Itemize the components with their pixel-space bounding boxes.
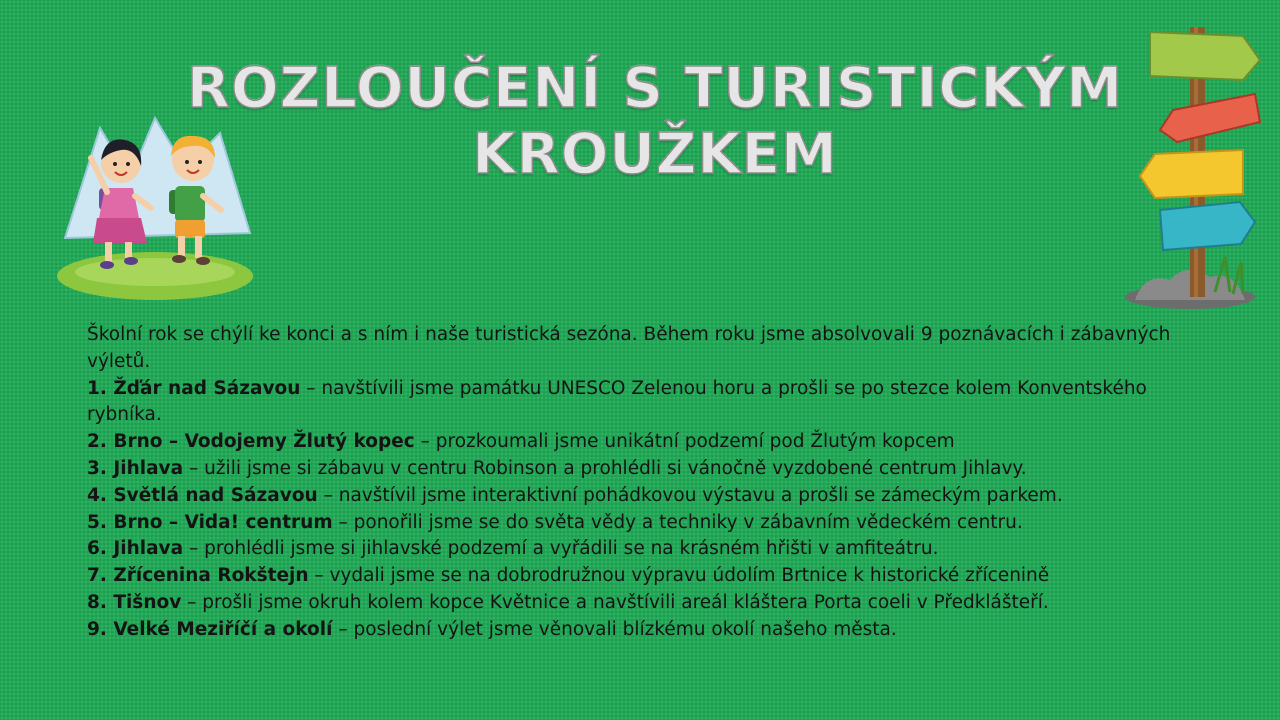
list-item bbox=[87, 483, 1187, 510]
list-item bbox=[87, 429, 1187, 456]
list-item bbox=[87, 536, 1187, 563]
list-item bbox=[87, 590, 1187, 617]
trip-description: – ponořili jsme se do světa vědy a techniky v zábavním vědeckém centru. bbox=[332, 511, 1023, 533]
trip-name: 2. Brno – Vodojemy Žlutý kopec bbox=[87, 431, 415, 453]
list-item bbox=[87, 456, 1187, 483]
trip-description: – navštívili jsme památku UNESCO Zelenou horu a prošli se po stezce kolem Konventského rybníka. bbox=[87, 377, 1147, 426]
trip-name: 7. Zřícenina Rokštejn bbox=[87, 565, 309, 587]
trip-name: 1. Žďár nad Sázavou bbox=[87, 377, 301, 399]
trip-description: – užili jsme si zábavu v centru Robinson a prohlédli si vánočně vyzdobené centrum Jihlavy. bbox=[183, 457, 1027, 479]
slide-title bbox=[150, 56, 1160, 188]
list-item bbox=[87, 510, 1187, 537]
list-item bbox=[87, 376, 1187, 430]
trip-description: – prohlédli jsme si jihlavské podzemí a vyřádili se na krásném hřišti v amfiteátru. bbox=[183, 538, 939, 560]
intro-text: Školní rok se chýlí ke konci a s ním i naše turistická sezóna. Během roku jsme absolvovali 9 poznávacích i zábavných výletů. bbox=[87, 324, 1171, 372]
trip-name: 6. Jihlava bbox=[87, 538, 184, 560]
trip-name: 3. Jihlava bbox=[87, 457, 184, 479]
title-line-1: ROZLOUČENÍ S TURISTICKÝM bbox=[186, 56, 1124, 121]
direction-signpost-illustration bbox=[1115, 22, 1280, 312]
list-item bbox=[87, 563, 1187, 590]
trip-description: – poslední výlet jsme věnovali blízkému okolí našeho města. bbox=[332, 618, 897, 640]
trip-description: – navštívil jsme interaktivní pohádkovou výstavu a prošli se zámeckým parkem. bbox=[317, 484, 1063, 506]
list-item bbox=[87, 617, 1187, 644]
trip-name: 9. Velké Meziříčí a okolí bbox=[87, 618, 333, 640]
trip-description: – prošli jsme okruh kolem kopce Květnice a navštívili areál kláštera Porta coeli v Předklášteří. bbox=[181, 591, 1049, 613]
title-line-2: KROUŽKEM bbox=[472, 122, 838, 187]
trip-name: 8. Tišnov bbox=[87, 591, 182, 613]
trip-name: 4. Světlá nad Sázavou bbox=[87, 484, 318, 506]
trip-name: 5. Brno – Vida! centrum bbox=[87, 511, 333, 533]
trip-description: – prozkoumali jsme unikátní podzemí pod Žlutým kopcem bbox=[414, 431, 955, 453]
trip-summary bbox=[87, 322, 1187, 644]
hiking-kids-illustration bbox=[55, 108, 255, 303]
trip-description: – vydali jsme se na dobrodružnou výpravu údolím Brtnice k historické zřícenině bbox=[308, 565, 1050, 587]
